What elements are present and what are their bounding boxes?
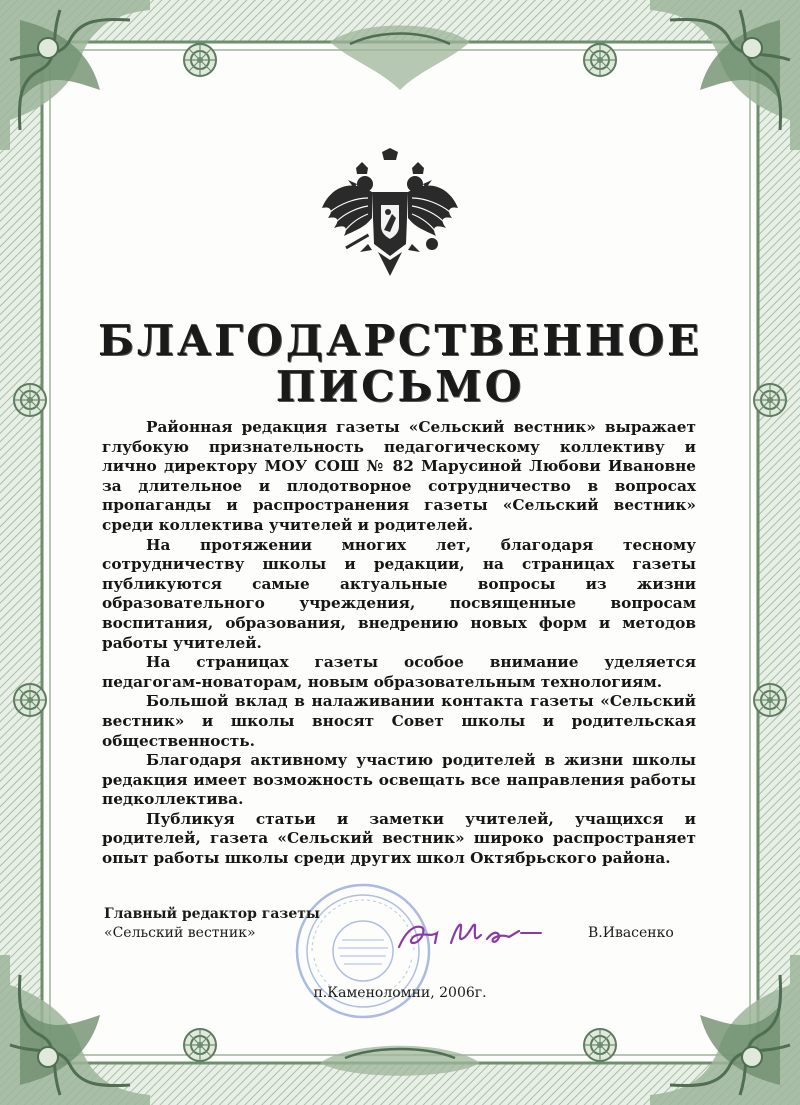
russian-double-headed-eagle-icon	[320, 148, 460, 278]
document-subtitle: ПИСЬМО	[275, 362, 525, 411]
signatory-name: В.Ивасенко	[588, 925, 674, 941]
paragraph: Публикуя статьи и заметки учителей, учащихся и родителей, газета «Сельский вестник» широко распространяет опыт работы школы среди других школ Октябрьского района.	[102, 809, 696, 868]
signatory-role: Главный редактор газеты	[104, 906, 320, 922]
place-and-date: п.Каменоломни, 2006г.	[313, 985, 487, 1001]
letter-body	[102, 418, 696, 869]
paragraph: На протяжении многих лет, благодаря тесному сотрудничеству школы и редакции, на страницах газеты публикуются самые актуальные вопросы из жизни образовательного учреждения, посвященные вопросам воспитания, образования, внедрению новых форм и методов работы учителей.	[102, 535, 696, 652]
paragraph: Большой вклад в налаживании контакта газеты «Сельский вестник» и школы вносят Совет школы и родительская общественность.	[102, 692, 696, 750]
document-title: БЛАГОДАРСТВЕННОЕ	[97, 316, 703, 365]
paragraph: На страницах газеты особое внимание уделяется педагогам-новаторам, новым образовательным технологиям.	[102, 653, 696, 691]
paragraph: Районная редакция газеты «Сельский вестник» выражает глубокую признательность педагогическому коллективу и лично директору МОУ СОШ № 82 Марусиной Любови Ивановне за длительное и плодотворное сотрудничество в вопросах пропаганды и распространения газеты «Сельский вестник» среди коллектива учителей и родителей.	[102, 418, 696, 534]
paragraph: Благодаря активному участию родителей в жизни школы редакция имеет возможность освещать все направления работы педколлектива.	[102, 751, 696, 809]
newspaper-name: «Сельский вестник»	[104, 925, 256, 941]
handwritten-signature	[395, 913, 545, 953]
